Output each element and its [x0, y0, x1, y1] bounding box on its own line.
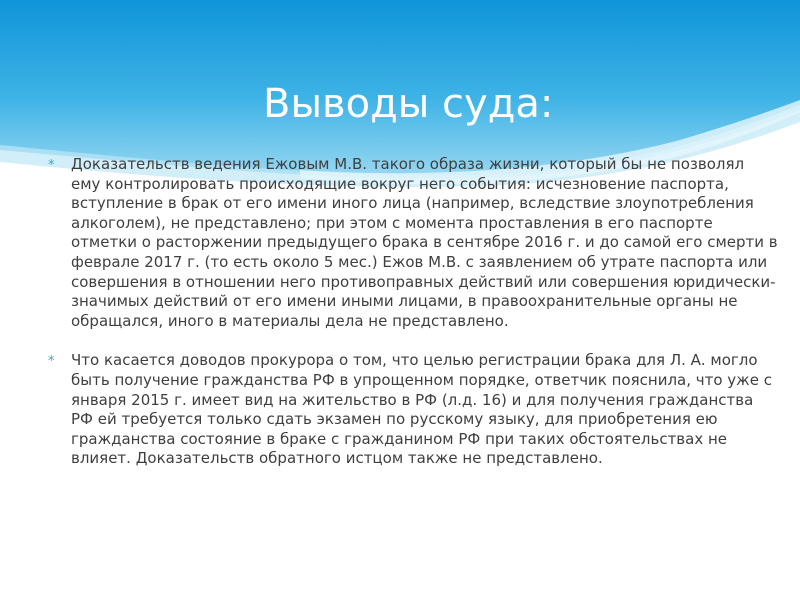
bullet-text: Что касается доводов прокурора о том, что целью регистрации брака для Л. А. могло быть получение гражданства РФ в упрощенном порядке, ответчик пояснила, что уже с января 2015 г. имеет вид на жительство в РФ (л.д. 16) и для получения гражданства РФ ей требуется только сдать экзамен по русскому языку, для приобретения ею гражданства состояние в браке с гражданином РФ при таких обстоятельствах не влияет. Доказательств обратного истцом также не представлено.	[71, 351, 772, 468]
bullet-marker: *	[48, 354, 55, 370]
slide-title: Выводы суда:	[263, 81, 554, 127]
bullet-marker: *	[48, 158, 55, 173]
bullet-item	[48, 155, 778, 331]
bullet-text: Доказательств ведения Ежовым М.В. такого образа жизни, который бы не позволял ему контролировать происходящие вокруг него события: исчезновение паспорта, вступление в брак от его имени иного лица (например, вследствие злоупотребления алкоголем), не представлено; при этом с момента проставления в его паспорте отметки о расторжении предыдущего брака в сентябре 2016 г. и до самой его смерти в феврале 2017 г. (то есть около 5 мес.) Ежов М.В. с заявлением об утрате паспорта или совершения в отношении него противоправных действий или совершения юридически-значимых действий от его имени иными лицами, в правоохранительные органы не обращался, иного в материалы дела не представлено.	[71, 155, 778, 330]
slide-content	[48, 155, 778, 489]
bullet-item	[48, 351, 778, 469]
